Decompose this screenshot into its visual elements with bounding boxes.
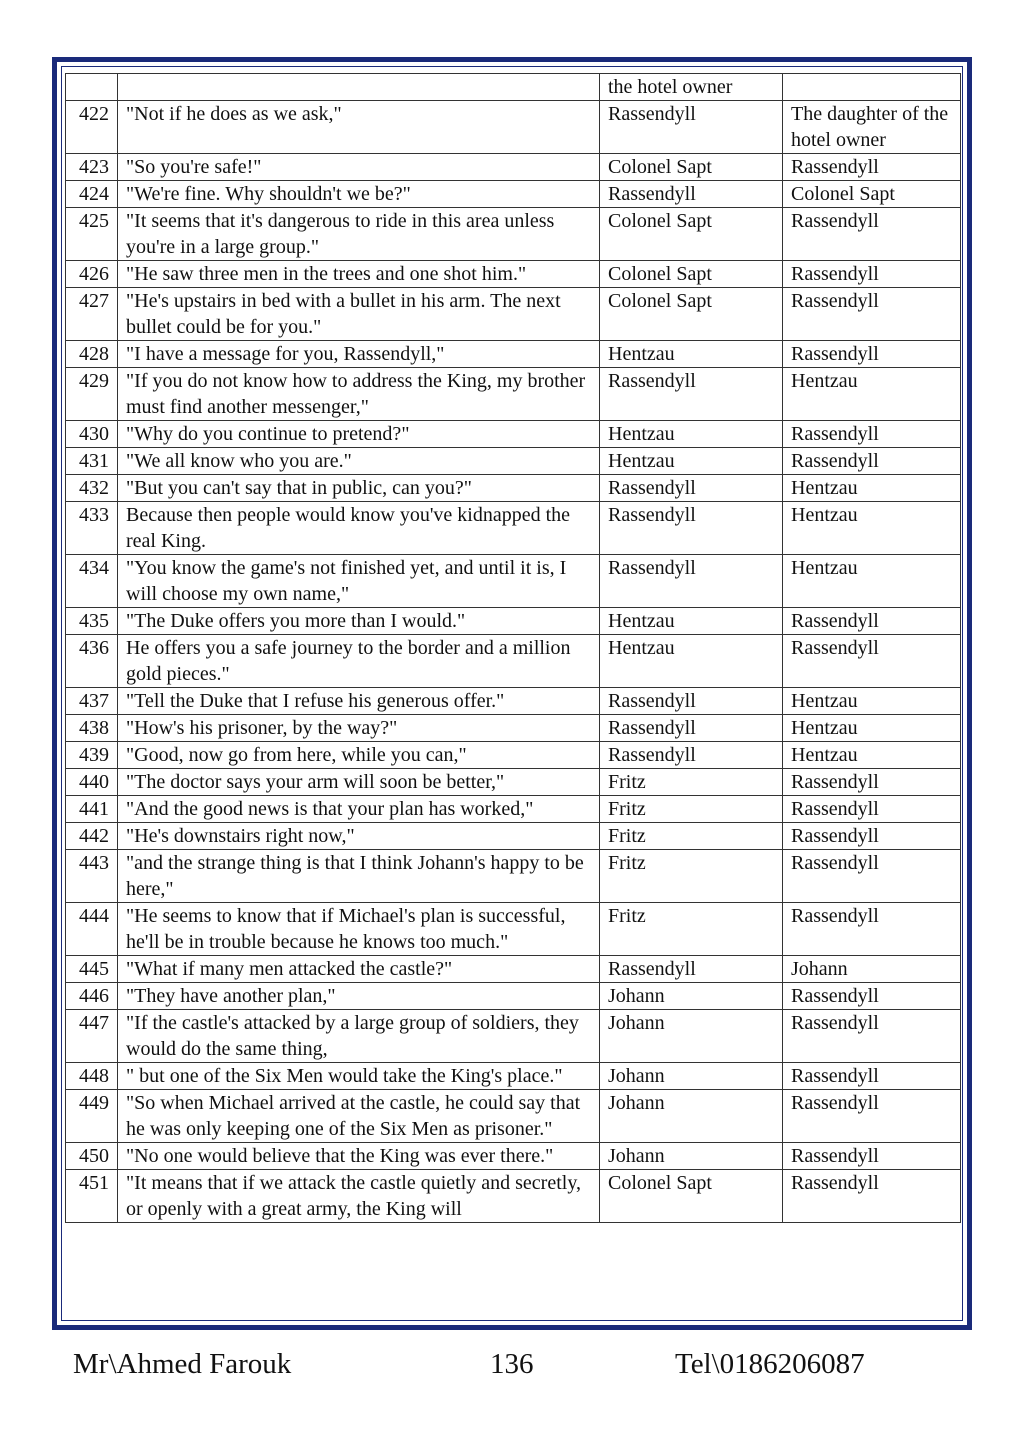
table-row [66, 1090, 961, 1143]
table-row [66, 956, 961, 983]
line-number-cell: 430 [66, 421, 118, 448]
table-row [66, 608, 961, 635]
listener-cell: Rassendyll [783, 1063, 961, 1090]
table-row [66, 1170, 961, 1223]
speaker-cell: Rassendyll [600, 368, 783, 421]
line-number-cell: 429 [66, 368, 118, 421]
line-number-cell: 443 [66, 850, 118, 903]
table-row [66, 261, 961, 288]
listener-cell: The daughter of the hotel owner [783, 101, 961, 154]
table-row [66, 288, 961, 341]
dialogue-text-cell: "It seems that it's dangerous to ride in this area unless you're in a large group." [118, 208, 600, 261]
line-number-cell: 432 [66, 475, 118, 502]
speaker-cell: Fritz [600, 850, 783, 903]
table-row [66, 1063, 961, 1090]
listener-cell: Rassendyll [783, 903, 961, 956]
speaker-cell: Hentzau [600, 448, 783, 475]
line-number-cell: 433 [66, 502, 118, 555]
speaker-cell: Colonel Sapt [600, 208, 783, 261]
dialogue-text-cell: "He seems to know that if Michael's plan is successful, he'll be in trouble because he knows too much." [118, 903, 600, 956]
listener-cell: Rassendyll [783, 769, 961, 796]
table-row [66, 448, 961, 475]
dialogue-text-cell: " but one of the Six Men would take the King's place." [118, 1063, 600, 1090]
listener-cell: Rassendyll [783, 1090, 961, 1143]
line-number-cell: 446 [66, 983, 118, 1010]
dialogue-text-cell: He offers you a safe journey to the border and a million gold pieces." [118, 635, 600, 688]
line-number-cell: 424 [66, 181, 118, 208]
table-row [66, 74, 961, 101]
listener-cell: Rassendyll [783, 823, 961, 850]
listener-cell: Hentzau [783, 555, 961, 608]
dialogue-text-cell: "So when Michael arrived at the castle, he could say that he was only keeping one of the Six Men as prisoner." [118, 1090, 600, 1143]
table-row [66, 181, 961, 208]
line-number-cell: 442 [66, 823, 118, 850]
listener-cell: Hentzau [783, 502, 961, 555]
line-number-cell: 450 [66, 1143, 118, 1170]
line-number-cell: 423 [66, 154, 118, 181]
table-row [66, 823, 961, 850]
table-row [66, 208, 961, 261]
dialogue-text-cell: "The doctor says your arm will soon be better," [118, 769, 600, 796]
listener-cell: Rassendyll [783, 1143, 961, 1170]
speaker-cell: Hentzau [600, 341, 783, 368]
dialogue-text-cell: "It means that if we attack the castle quietly and secretly, or openly with a great army, the King will [118, 1170, 600, 1223]
listener-cell: Hentzau [783, 742, 961, 769]
line-number-cell: 425 [66, 208, 118, 261]
speaker-cell: Fritz [600, 823, 783, 850]
dialogue-text-cell: "If the castle's attacked by a large group of soldiers, they would do the same thing, [118, 1010, 600, 1063]
footer-phone: Tel\0186206087 [675, 1348, 865, 1380]
dialogue-text-cell: "and the strange thing is that I think Johann's happy to be here," [118, 850, 600, 903]
dialogue-text-cell: "The Duke offers you more than I would." [118, 608, 600, 635]
dialogue-text-cell: "We're fine. Why shouldn't we be?" [118, 181, 600, 208]
speaker-cell: Colonel Sapt [600, 154, 783, 181]
dialogue-text-cell: "And the good news is that your plan has worked," [118, 796, 600, 823]
dialogue-text-cell: "So you're safe!" [118, 154, 600, 181]
listener-cell: Rassendyll [783, 261, 961, 288]
line-number-cell: 427 [66, 288, 118, 341]
table-row [66, 796, 961, 823]
line-number-cell: 428 [66, 341, 118, 368]
speaker-cell: Rassendyll [600, 688, 783, 715]
line-number-cell: 436 [66, 635, 118, 688]
line-number-cell: 435 [66, 608, 118, 635]
line-number-cell: 451 [66, 1170, 118, 1223]
line-number-cell: 444 [66, 903, 118, 956]
speaker-cell: Hentzau [600, 635, 783, 688]
listener-cell: Rassendyll [783, 448, 961, 475]
table-row [66, 688, 961, 715]
listener-cell [783, 74, 961, 101]
speaker-cell: Colonel Sapt [600, 261, 783, 288]
listener-cell: Rassendyll [783, 1010, 961, 1063]
line-number-cell: 437 [66, 688, 118, 715]
line-number-cell: 438 [66, 715, 118, 742]
table-row [66, 715, 961, 742]
listener-cell: Rassendyll [783, 154, 961, 181]
listener-cell: Rassendyll [783, 288, 961, 341]
speaker-cell: Rassendyll [600, 502, 783, 555]
speaker-cell: Fritz [600, 769, 783, 796]
dialogue-text-cell: "We all know who you are." [118, 448, 600, 475]
line-number-cell: 422 [66, 101, 118, 154]
listener-cell: Johann [783, 956, 961, 983]
line-number-cell: 426 [66, 261, 118, 288]
table-row [66, 502, 961, 555]
table-row [66, 555, 961, 608]
dialogue-text-cell: "I have a message for you, Rassendyll," [118, 341, 600, 368]
dialogue-table [65, 73, 961, 1223]
dialogue-text-cell: Because then people would know you've kidnapped the real King. [118, 502, 600, 555]
speaker-cell: Rassendyll [600, 956, 783, 983]
listener-cell: Rassendyll [783, 341, 961, 368]
dialogue-text-cell: "No one would believe that the King was ever there." [118, 1143, 600, 1170]
listener-cell: Rassendyll [783, 635, 961, 688]
listener-cell: Rassendyll [783, 796, 961, 823]
footer-page-number: 136 [490, 1348, 534, 1380]
dialogue-text-cell: "He saw three men in the trees and one shot him." [118, 261, 600, 288]
speaker-cell: Johann [600, 1143, 783, 1170]
speaker-cell: Fritz [600, 796, 783, 823]
table-row [66, 850, 961, 903]
line-number-cell: 441 [66, 796, 118, 823]
dialogue-text-cell: "If you do not know how to address the King, my brother must find another messenger," [118, 368, 600, 421]
table-row [66, 341, 961, 368]
line-number-cell: 439 [66, 742, 118, 769]
listener-cell: Hentzau [783, 715, 961, 742]
dialogue-text-cell: "Not if he does as we ask," [118, 101, 600, 154]
dialogue-text-cell: "He's downstairs right now," [118, 823, 600, 850]
speaker-cell: Rassendyll [600, 475, 783, 502]
dialogue-text-cell: "Why do you continue to pretend?" [118, 421, 600, 448]
speaker-cell: Rassendyll [600, 181, 783, 208]
line-number-cell: 447 [66, 1010, 118, 1063]
speaker-cell: Johann [600, 1063, 783, 1090]
footer-author: Mr\Ahmed Farouk [73, 1348, 292, 1380]
line-number-cell: 440 [66, 769, 118, 796]
listener-cell: Rassendyll [783, 421, 961, 448]
listener-cell: Hentzau [783, 688, 961, 715]
listener-cell: Rassendyll [783, 608, 961, 635]
line-number-cell: 431 [66, 448, 118, 475]
line-number-cell: 448 [66, 1063, 118, 1090]
table-row [66, 903, 961, 956]
speaker-cell: the hotel owner [600, 74, 783, 101]
listener-cell: Rassendyll [783, 983, 961, 1010]
listener-cell: Colonel Sapt [783, 181, 961, 208]
listener-cell: Rassendyll [783, 208, 961, 261]
table-row [66, 983, 961, 1010]
speaker-cell: Johann [600, 1010, 783, 1063]
dialogue-text-cell: "What if many men attacked the castle?" [118, 956, 600, 983]
speaker-cell: Hentzau [600, 608, 783, 635]
table-row [66, 1010, 961, 1063]
dialogue-table-body [66, 74, 961, 1223]
listener-cell: Rassendyll [783, 1170, 961, 1223]
table-row [66, 421, 961, 448]
speaker-cell: Colonel Sapt [600, 288, 783, 341]
table-row [66, 742, 961, 769]
dialogue-text-cell: "He's upstairs in bed with a bullet in his arm. The next bullet could be for you." [118, 288, 600, 341]
table-row [66, 154, 961, 181]
speaker-cell: Colonel Sapt [600, 1170, 783, 1223]
speaker-cell: Johann [600, 1090, 783, 1143]
speaker-cell: Hentzau [600, 421, 783, 448]
table-row [66, 769, 961, 796]
dialogue-text-cell: "Tell the Duke that I refuse his generous offer." [118, 688, 600, 715]
line-number-cell [66, 74, 118, 101]
dialogue-text-cell [118, 74, 600, 101]
page-footer [0, 1348, 1024, 1388]
table-row [66, 635, 961, 688]
speaker-cell: Fritz [600, 903, 783, 956]
dialogue-text-cell: "Good, now go from here, while you can," [118, 742, 600, 769]
listener-cell: Rassendyll [783, 850, 961, 903]
table-row [66, 475, 961, 502]
line-number-cell: 434 [66, 555, 118, 608]
line-number-cell: 445 [66, 956, 118, 983]
listener-cell: Hentzau [783, 475, 961, 502]
table-row [66, 368, 961, 421]
dialogue-text-cell: "You know the game's not finished yet, and until it is, I will choose my own name," [118, 555, 600, 608]
dialogue-text-cell: "How's his prisoner, by the way?" [118, 715, 600, 742]
line-number-cell: 449 [66, 1090, 118, 1143]
dialogue-text-cell: "They have another plan," [118, 983, 600, 1010]
speaker-cell: Rassendyll [600, 742, 783, 769]
speaker-cell: Rassendyll [600, 555, 783, 608]
table-row [66, 1143, 961, 1170]
table-row [66, 101, 961, 154]
speaker-cell: Rassendyll [600, 101, 783, 154]
speaker-cell: Johann [600, 983, 783, 1010]
dialogue-text-cell: "But you can't say that in public, can you?" [118, 475, 600, 502]
listener-cell: Hentzau [783, 368, 961, 421]
speaker-cell: Rassendyll [600, 715, 783, 742]
